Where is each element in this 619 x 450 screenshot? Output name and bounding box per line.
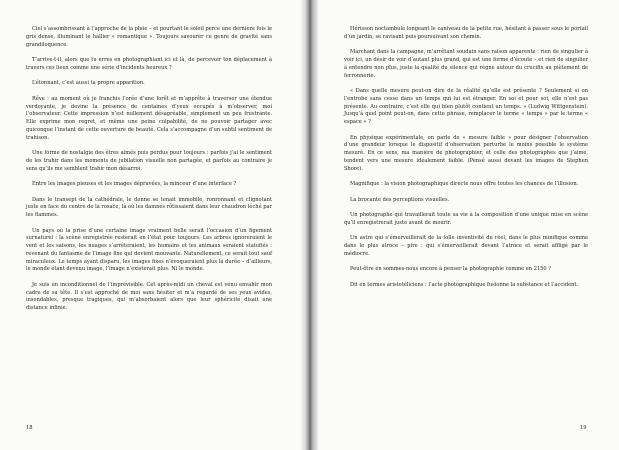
paragraph: Dit en termes aristotéliciens : l’acte photographique fusionne la substance et l’accident. — [350, 281, 579, 288]
paragraph: Peut-être en sommes-nous encore à penser la photographie comme en 2150 ? — [350, 266, 552, 273]
paragraph: L’étonnant, c’est aussi ta propre apparition. — [32, 80, 145, 87]
left-text-column — [26, 26, 272, 321]
paragraph: « Dans quelle mesure peut-on dire de la réalité qu’elle est présente ? Seulement si on l’entrobe sans cesse dans un temps qui lui est étranger. En soi et pour soi, elle n’est pas présente. Au contraire, c’est elle qui bien plutôt contient un temps. » (Ludwig Wittgenstein). Jusqu’à quel point peut-on, dans cette phrase, remplacer le terme « temps » par le terme « espace » ? — [344, 88, 588, 125]
paragraph: Entre les images pieuses et les images dépravées, la minceur d’une interface ? — [32, 181, 237, 187]
paragraph: Un photographe qui travaillerait toute sa vie à la composition d’une unique mise en scène qu’il enregistrerait juste avant de mourir. — [344, 212, 588, 226]
paragraph: Une forme de nostalgie des êtres aimés puis perdus pour toujours : parfois j’ai le sentiment de les trahir dans les moments de jubilation visuelle non partagée, et parfois au contraire je sens qu’ils me semblent trahir mon désarroi. — [26, 150, 272, 172]
paragraph: Ciel s’assombrissant à l’approche de la pluie – et pourtant le soleil perce une dernière fois le gris dense, illuminant le hallier « romantique ». Toujours savourer ce genre de gravité sans grandiloquence. — [26, 26, 273, 48]
paragraph: Magnifique : la vision photographique directe nous offre toutes les chances de l’illusion. — [350, 181, 579, 187]
paragraph: La brocante des perceptions visuelles. — [350, 196, 450, 203]
book-gutter-shadow — [300, 0, 319, 450]
page-number-left: 18 — [26, 425, 33, 431]
paragraph: Dans le transept de la cathédrale, le donne se tenait immobile, ronronnant et clignotant juste en face du centre de la rosace, là où les damnés rôtissaient dans leur chaudron léché par les flammes. — [26, 196, 272, 218]
paragraph: En physique expérimentale, on parle de « mesure faible » pour désigner l’observation d’une grandeur lorsque le dispositif d’observation perturbe le moins possible le système mesuré. En ce sens, ma manière de photographier, et celle des photographes que j’aime, tendent vers une mesure idéalement faible. (Pensé aussi devant les images de Stephen Shore). — [344, 134, 588, 172]
paragraph: T’arrive-t-il, alors que tu erres en photographiant ici et là, de percevoir ton déplacement à travers ces lieux comme une série d’incidents heureux ? — [26, 57, 272, 71]
paragraph: Rêve : au moment où je franchis l’orée d’une forêt et m’apprête à traverser une étendue verdoyante, je devine la présence de centaines d’yeux occupés à m’observer, moi l’observateur. Cette impression n’est nullement désagréable, simplement un peu frustrante. Elle exprime mon regret, et même une peine culpabilité, de ne pouvoir partager avec quiconque l’instant de cette ouverture de beauté. Cela s’accompagne d’un subtil sentiment de trahison. — [26, 95, 272, 141]
right-text-column — [344, 26, 588, 297]
paragraph: Je suis un inconditionnel de l’imprévisible. Cet après-midi un cheval est venu envahir mon cadre de sa tête. Il s’est approché de moi sans hésiter et m’a regardé de ses yeux avides, insondables, presque tragiques, qui m’absorbaient alors que leur sphéricité disait une distance infinie. — [26, 281, 272, 311]
paragraph: Un astre qui s’émerveillerait de la folle inventivité du réel, dans le plus minifique comme dans le plus atroce – pire : qui s’émerveillerait devant l’atroce et serait affligé par le médiocre. — [344, 235, 588, 257]
paragraph: Marchant dans la campagne, m’arrêtant soudain sans raison apparente : rien de singulier à voir ici, un désir de voir d’autant plus grand, qui est une forme d’écoute – et rien de singulier à entendre non plus, juste la qualité du silence qui règne autour du crucifix au piètement de ferronnerie. — [344, 49, 588, 79]
paragraph: Hérisson noctambule longeant le caniveau de la petite rue, hésitant à passer sous le portail d’un jardin, se ravisant puis poursuivant son chemin. — [344, 26, 588, 40]
page-number-right: 19 — [580, 425, 587, 431]
left-page — [0, 0, 306, 450]
paragraph: Un pays où la prise d’une certaine image vraiment belle serait l’occasion d’un figement surnaturel : la scène enregistrée resterait en l’état pour toujours. Les arbres ignoreraient le vent et les saisons, les nuages s’arrêteraient, les humains et les animaux seraient statufiés : revenant du fantasme de l’image fixe qui devient mouvante. Naturellement, ce serait tout sauf miraculeux. Le temps ayant disparu, les images fixes n’évoqueraient plus la durée – d’ailleurs, le monde étant devenu image, l’image n’existerait plus. Ni le monde. — [26, 227, 272, 273]
right-page — [313, 0, 619, 450]
